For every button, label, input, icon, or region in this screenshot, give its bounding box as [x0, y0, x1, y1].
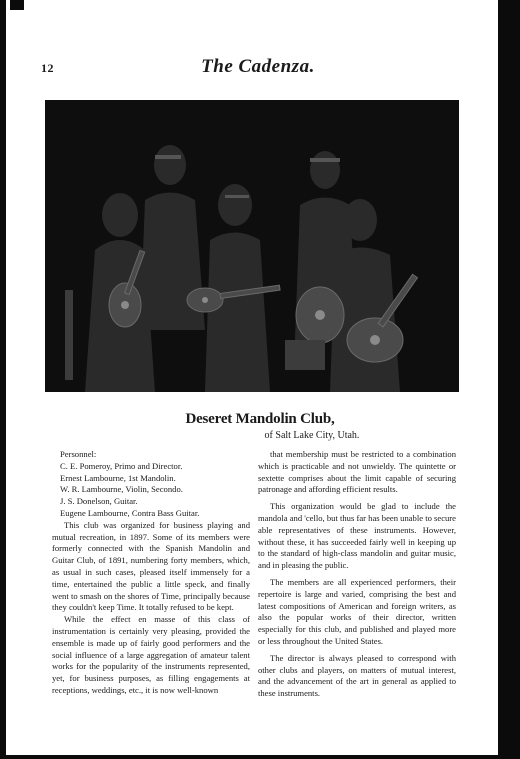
body-paragraph: The director is always pleased to correspond with other clubs and players, on matters of mutual interest, and the advancement of the art in general as applied to these instruments. — [258, 652, 456, 699]
personnel-heading: Personnel: — [60, 449, 97, 459]
club-photograph — [45, 100, 459, 392]
personnel-member: Eugene Lambourne, Contra Bass Guitar. — [60, 507, 200, 518]
scan-edge-mark — [10, 0, 24, 10]
personnel-member: Ernest Lambourne, 1st Mandolin. — [60, 472, 176, 483]
body-paragraph: While the effect en masse of this class of instrumentation is certainly very pleasing, provided the ensemble is made up of fairly good performers and the social influence of a large aggregation of amateur talent works for the popularity of the instruments represented, yet, for business purposes, as filling engagements at receptions, weddings, etc., it is now well-known — [52, 614, 250, 695]
left-column — [52, 449, 250, 697]
body-paragraph: This organization would be glad to include the mandola and 'cello, but thus far has been unable to secure able representatives of these instruments. However, without these, it has succeeded fairly well in keeping up to the standard of high-class mandolin and guitar music, and in pleasing the public. — [258, 501, 456, 571]
personnel-member: J. S. Donelson, Guitar. — [60, 496, 138, 507]
journal-title: The Cadenza. — [201, 56, 315, 77]
body-paragraph: The members are all experienced performers, their repertoire is large and varied, comprising the best and latest compositions of American and foreign writers, as also the popular works of their director, written especially for this club, and published and played more or less throughout the United States. — [258, 576, 456, 646]
scan-edge-bottom — [0, 755, 520, 759]
personnel-member: W. R. Lambourne, Violin, Secondo. — [60, 484, 183, 495]
body-paragraph: This club was organized for business playing and mutual recreation, in 1897. Some of its members were formerly connected with the Spanish Mandolin and Guitar Club, of 1891, numbering forty members, which, as usual in such cases, pleased itself immensely for a time, entertained the public a little speck, and finally went to smash on the shores of Time, principally because they couldn't keep Time. It totally refused to be kept. — [52, 519, 250, 613]
scan-edge-right — [498, 0, 520, 759]
page-number: 12 — [41, 61, 54, 75]
right-column — [258, 449, 456, 700]
scan-edge-left — [0, 0, 6, 759]
body-paragraph: that membership must be restricted to a combination which is practicable and not unwieldy. The quintette or sextette comprises about the limit capable of securing patronage and affording efficient results. — [258, 449, 456, 495]
article-subtitle: of Salt Lake City, Utah. — [264, 430, 360, 441]
article-title: Deseret Mandolin Club, — [185, 411, 335, 427]
personnel-member: C. E. Pomeroy, Primo and Director. — [60, 460, 183, 471]
